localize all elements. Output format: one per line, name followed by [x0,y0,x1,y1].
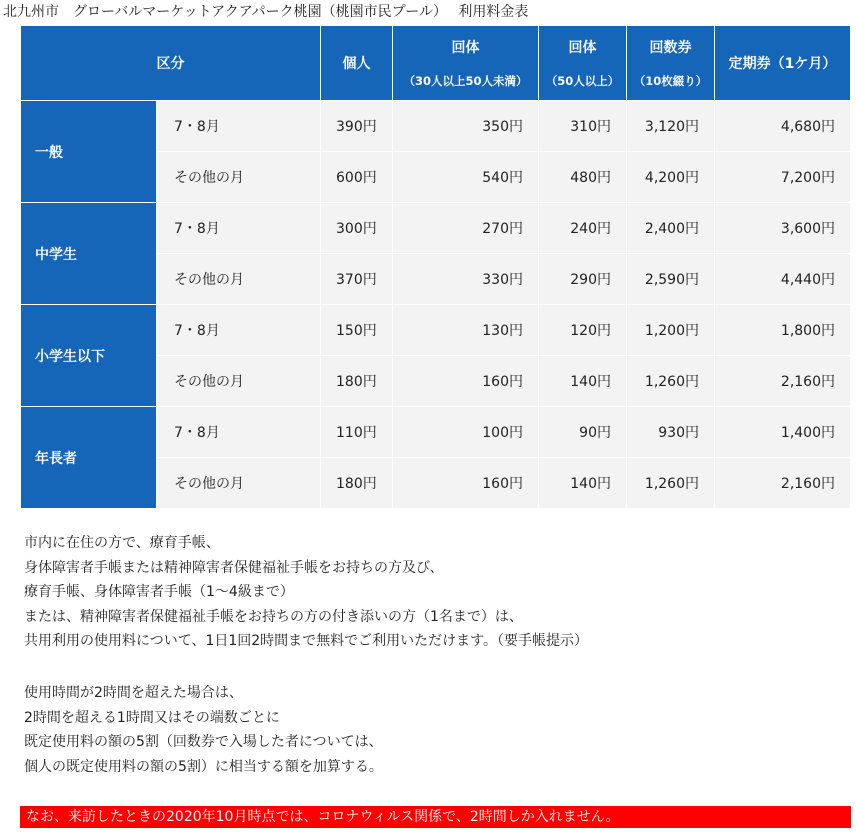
price-coupon: 2,590円 [627,254,715,305]
price-coupon: 3,120円 [627,101,715,152]
price-group-30-50: 540円 [393,152,539,203]
covid-notice-banner: なお、来訪したときの2020年10月時点では、コロナウィルス関係で、2時間しか入れません。 [20,806,851,828]
price-group-30-50: 130円 [393,305,539,356]
price-group-50plus: 480円 [539,152,627,203]
price-coupon: 1,200円 [627,305,715,356]
note-line: 身体障害者手帳または精神障害者保健福祉手帳をお持ちの方及び、 [24,559,444,576]
table-row [21,101,851,152]
overtime-note [24,681,383,779]
note-line: 2時間を超える1時間又はその端数ごとに [24,709,280,726]
price-group-30-50: 160円 [393,356,539,407]
header-category: 区分 [21,26,321,101]
price-group-50plus: 140円 [539,458,627,509]
note-line: 市内に在住の方で、療育手帳、 [24,535,220,551]
price-monthly-pass: 2,160円 [715,458,851,509]
price-group-50plus: 310円 [539,101,627,152]
price-coupon: 1,260円 [627,458,715,509]
price-individual: 110円 [321,407,393,458]
price-group-50plus: 290円 [539,254,627,305]
month-label: その他の月 [157,152,321,203]
header-group-50plus: 回体 （50人以上） [539,26,627,101]
price-individual: 150円 [321,305,393,356]
note-line: 使用時間が2時間を超えた場合は、 [24,685,243,701]
price-monthly-pass: 4,680円 [715,101,851,152]
header-individual: 個人 [321,26,393,101]
price-individual: 300円 [321,203,393,254]
note-line: 既定使用料の額の5割（回数券で入場した者については、 [24,734,383,750]
price-coupon: 930円 [627,407,715,458]
price-individual: 180円 [321,458,393,509]
price-group-50plus: 90円 [539,407,627,458]
page-title: 北九州市 グローバルマーケットアクアパーク桃園（桃園市民プール） 利用料金表 [3,4,529,20]
price-monthly-pass: 1,400円 [715,407,851,458]
price-individual: 370円 [321,254,393,305]
note-line: または、精神障害者保健福祉手帳をお持ちの方の付き添いの方（1名まで）は、 [24,608,523,625]
price-group-30-50: 270円 [393,203,539,254]
month-label: 7・8月 [157,407,321,458]
price-monthly-pass: 1,800円 [715,305,851,356]
fee-table [20,25,851,509]
category-label: 小学生以下 [21,305,157,407]
month-label: その他の月 [157,356,321,407]
price-monthly-pass: 3,600円 [715,203,851,254]
price-monthly-pass: 2,160円 [715,356,851,407]
price-coupon: 1,260円 [627,356,715,407]
header-monthly-pass: 定期券（1ケ月） [715,26,851,101]
table-row [21,203,851,254]
note-line: 共用利用の使用料について、1日1回2時間まで無料でご利用いただけます。（要手帳提示） [24,633,589,649]
month-label: 7・8月 [157,101,321,152]
price-individual: 180円 [321,356,393,407]
price-group-30-50: 160円 [393,458,539,509]
category-label: 一般 [21,101,157,203]
category-label: 中学生 [21,203,157,305]
price-individual: 600円 [321,152,393,203]
note-line: 療育手帳、身体障害者手帳（1～4級まで） [24,584,294,600]
note-line: 個人の既定使用料の額の5割）に相当する額を加算する。 [24,758,383,775]
price-monthly-pass: 7,200円 [715,152,851,203]
price-individual: 390円 [321,101,393,152]
header-group-30-50: 回体 （30人以上50人未満） [393,26,539,101]
month-label: その他の月 [157,458,321,509]
month-label: 7・8月 [157,305,321,356]
price-coupon: 4,200円 [627,152,715,203]
month-label: その他の月 [157,254,321,305]
price-group-50plus: 140円 [539,356,627,407]
price-group-50plus: 120円 [539,305,627,356]
table-row [21,407,851,458]
price-monthly-pass: 4,440円 [715,254,851,305]
price-group-30-50: 330円 [393,254,539,305]
header-coupon: 回数券 （10枚綴り） [627,26,715,101]
free-use-note [24,531,588,654]
price-group-50plus: 240円 [539,203,627,254]
category-label: 年長者 [21,407,157,509]
table-row [21,305,851,356]
price-group-30-50: 350円 [393,101,539,152]
month-label: 7・8月 [157,203,321,254]
price-coupon: 2,400円 [627,203,715,254]
price-group-30-50: 100円 [393,407,539,458]
